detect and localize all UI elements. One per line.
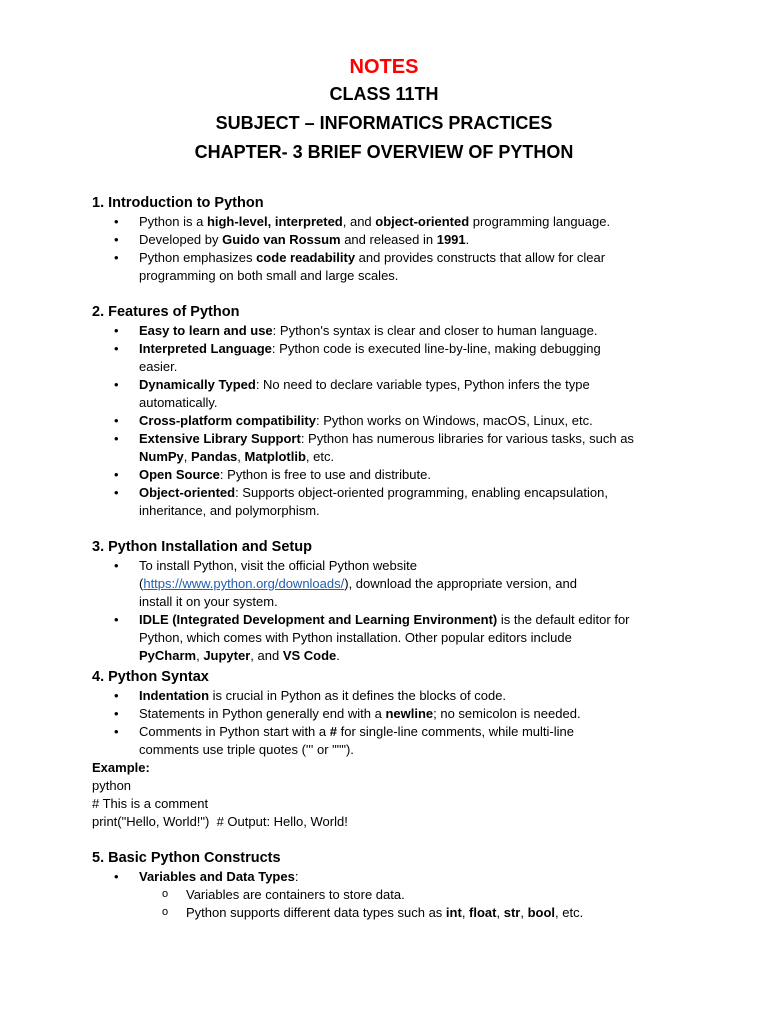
list-item: • Statements in Python generally end with a newline; no semicolon is needed. (92, 705, 682, 723)
list-item: • Easy to learn and use: Python's syntax is clear and closer to human language. (92, 322, 682, 340)
section-5-heading: 5. Basic Python Constructs (92, 850, 281, 866)
code-line: print("Hello, World!") # Output: Hello, World! (92, 814, 348, 829)
list-item: • Python emphasizes code readability and provides constructs that allow for clear programming on both small and large scales. (92, 249, 682, 285)
section-3-heading: 3. Python Installation and Setup (92, 539, 312, 555)
section-5-sublist (92, 886, 682, 922)
section-5-list (92, 868, 682, 886)
section-4-list (92, 687, 682, 759)
notes-title: NOTES (349, 56, 419, 78)
list-item: • Cross-platform compatibility: Python works on Windows, macOS, Linux, etc. (92, 412, 682, 430)
section-2-list (92, 322, 682, 520)
section-4-heading: 4. Python Syntax (92, 669, 209, 685)
code-line: # This is a comment (92, 796, 209, 811)
list-item: • IDLE (Integrated Development and Learning Environment) is the default editor for Python, which comes with Python installation. Other popular editors include PyCharm, Jupyter, and VS Code. (92, 611, 682, 665)
notes-content (92, 193, 682, 922)
list-item: • To install Python, visit the official Python website (https://www.python.org/downloads/), download the appropriate version, and install it on your system. (92, 557, 682, 611)
section-1-list (92, 213, 682, 285)
list-item: • Developed by Guido van Rossum and released in 1991. (92, 231, 682, 249)
code-line: python (92, 778, 132, 793)
sub-list-item: o Python supports different data types such as int, float, str, bool, etc. (92, 904, 682, 922)
section-3-list (92, 557, 682, 665)
list-item: • Extensive Library Support: Python has numerous libraries for various tasks, such as NumPy, Pandas, Matplotlib, etc. (92, 430, 682, 466)
sub-list-item: o Variables are containers to store data. (92, 886, 682, 904)
title-block (0, 54, 768, 167)
subject-title: SUBJECT – INFORMATICS PRACTICES (215, 113, 553, 133)
section-2-heading: 2. Features of Python (92, 304, 240, 320)
example-label: Example: (92, 760, 150, 775)
section-1-heading: 1. Introduction to Python (92, 195, 264, 211)
list-item: • Python is a high-level, interpreted, and object-oriented programming language. (92, 213, 682, 231)
list-item: • Open Source: Python is free to use and distribute. (92, 466, 682, 484)
list-item: • Interpreted Language: Python code is executed line-by-line, making debugging easier. (92, 340, 682, 376)
chapter-title: CHAPTER- 3 BRIEF OVERVIEW OF PYTHON (194, 142, 574, 162)
list-item: • Variables and Data Types: (92, 868, 682, 886)
list-item: • Comments in Python start with a # for single-line comments, while multi-line comments use triple quotes (''' or """). (92, 723, 682, 759)
list-item: • Dynamically Typed: No need to declare variable types, Python infers the type automatically. (92, 376, 682, 412)
python-downloads-link[interactable]: https://www.python.org/downloads/ (143, 576, 345, 591)
class-title: CLASS 11TH (329, 84, 439, 104)
list-item: • Object-oriented: Supports object-oriented programming, enabling encapsulation, inheritance, and polymorphism. (92, 484, 682, 520)
list-item: • Indentation is crucial in Python as it defines the blocks of code. (92, 687, 682, 705)
